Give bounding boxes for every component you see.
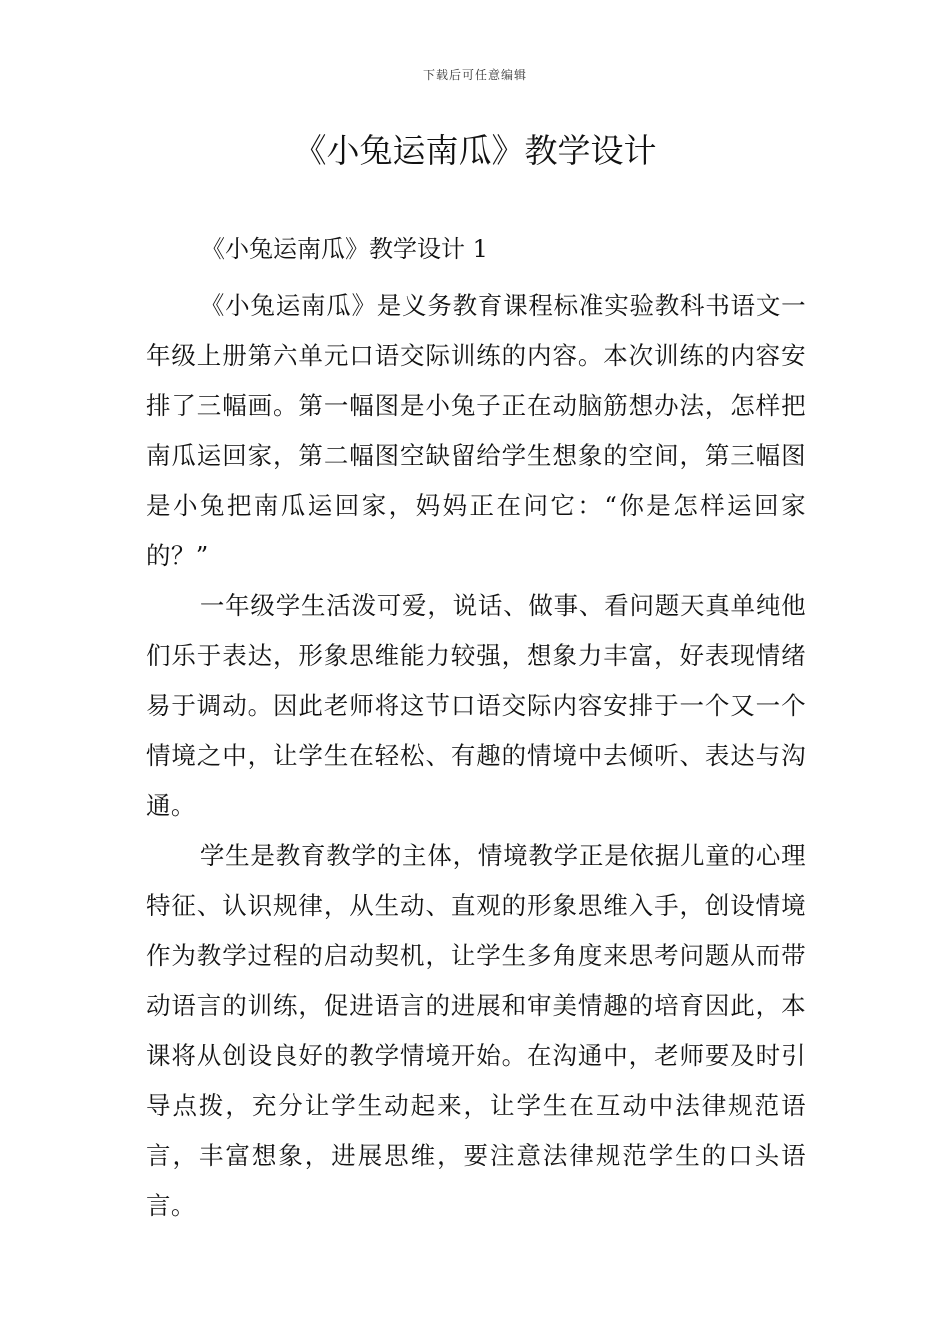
paragraph-3: 学生是教育教学的主体，情境教学正是依据儿童的心理特征、认识规律，从生动、直观的形象思维入手，创设情境作为教学过程的启动契机，让学生多角度来思考问题从而带动语言的训练，促进语言的进展和审美情趣的培育因此，本课将从创设良好的教学情境开始。在沟通中，老师要及时引导点拨，充分让学生动起来，让学生在互动中法律规范语言，丰富想象，进展思维，要注意法律规范学生的口头语言。 <box>146 841 806 1220</box>
document-body <box>146 281 806 1231</box>
paragraph-1: 《小兔运南瓜》是义务教育课程标准实验教科书语文一年级上册第六单元口语交际训练的内容。本次训练的内容安排了三幅画。第一幅图是小兔子正在动脑筋想办法，怎样把南瓜运回家，第二幅图空缺留给学生想象的空间，第三幅图是小兔把南瓜运回家，妈妈正在问它：“你是怎样运回家的？” <box>146 291 806 570</box>
section-subtitle: 《小兔运南瓜》教学设计 1 <box>201 235 488 263</box>
paragraph-2: 一年级学生活泼可爱，说话、做事、看问题天真单纯他们乐于表达，形象思维能力较强，想象力丰富，好表现情绪易于调动。因此老师将这节口语交际内容安排于一个又一个情境之中，让学生在轻松、有趣的情境中去倾听、表达与沟通。 <box>146 591 806 820</box>
header-note: 下载后可任意编辑 <box>422 68 527 82</box>
document-title: 《小兔运南瓜》教学设计 <box>293 131 657 170</box>
